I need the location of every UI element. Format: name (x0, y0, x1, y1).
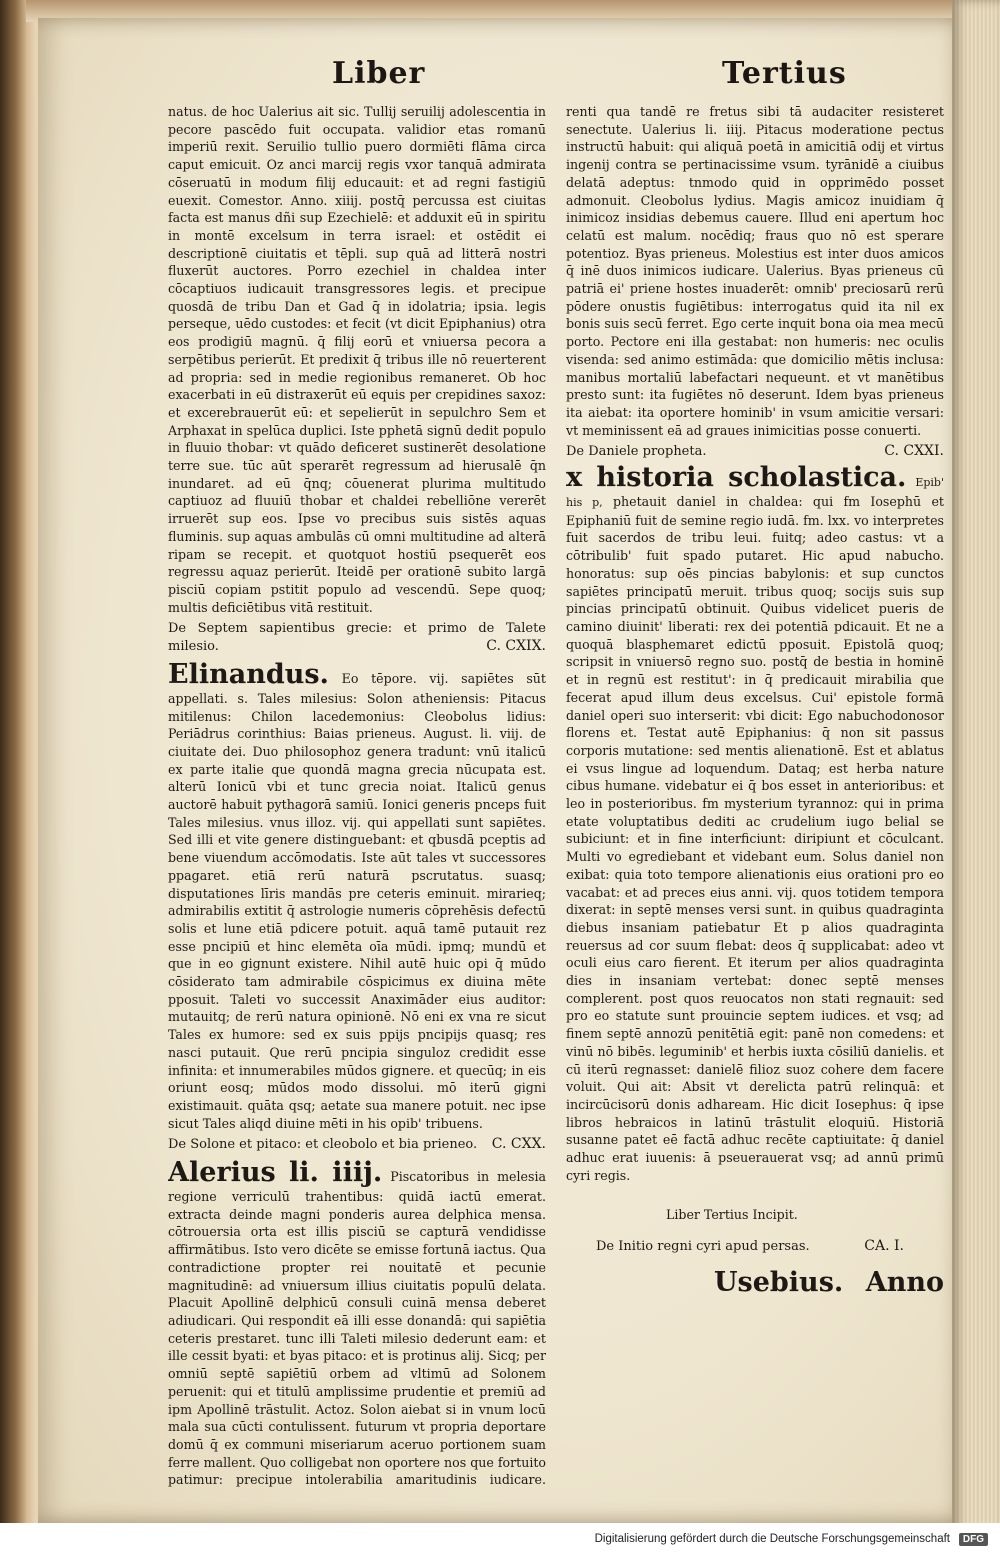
right-paragraph-3-wrap (566, 1268, 944, 1293)
left-heading-1: De Septem sapientibus grecie: et primo de Talete milesio. (168, 621, 546, 655)
left-heading-1-row (168, 620, 546, 655)
left-heading-2-row (168, 1136, 546, 1154)
binding-gutter (0, 0, 26, 1553)
right-paragraph-2-wrap (566, 463, 944, 1184)
left-initial-1: Elinandus. (168, 658, 329, 690)
right-paragraph-2: phetauit daniel in chaldea: qui fm Iosephū et Epiphaniū fuit de semine regio iudā. fm. lxx. vo interpretes fuit sacerdos de tribu leui. fuitq; adeo castus: vt a cōtribulib' fuit spado putaret. Hic apud nabucho. honoratus: sup oēs pincias babylonis: et sup cunctos sapiētes principatū meruit. tribus quoq; socijs suis sup pincias principatū obtinuit. Quibus videlicet pueris de camino diuinit' liberati: rex dei potentiā pdicauit. Et ne a quoquā blasphemaret edictū pposuit. Epistolā quoq; scripsit in vniuersō regno suo. postq̄ de bestia in hominē et in regnū est restitut': in q̄ predicauit mirabilia que fecerat apud illum deus excelsus. Cui' epistole formā daniel operi suo interserit: vbi dicit: Ego nabuchodonosor florens et. Testat autē Epiphanius: q̄ non sit passus corporis mutatione: sed mentis alienationē. Est et ablatus ei vsus lingue ad loquendum. Dataq; est herba nature cibus humane. videbatur ei q̄ bos esset in anterioribus: et leo in posterioribus. fm mysterium tyrannoz: qui in prima etate voluptatibus dediti ac crudelium iugo belial se subiciunt: et in fine interficiunt: diripiunt et cōculcant. Multi vo egrediebant et videbant eum. Solus daniel non exibat: quia toto tempore alienationis eius orationi pro eo vacabat: et ad preces eius anni. vij. quos totidem tempora dixerat: in septē menses versi sunt. in quibus quadraginta diebus insaniam patiebatur Et p alios quadraginta reuersus ad cor suum flebat: deos q̄ supplicabat: adeo vt oculi eius caro fierent. Et iterum per alios quadraginta dies in insaniam vertebat: donec septē menses complerent. post quos reuocatos non stati regnauit: sed pro eo statute sunt prouincie septem iudices. et vsq; ad finem septē annozū penitētiā egit: panē non comedens: et vinū nō bibēs. leguminib' et herbis iuxta cōsiliū danielis. et cū iterū regnasset: danielē filioz suoz cohere dem facere voluit. Qui ait: Absit vt derelicta patrū relinquā: et incircūcisorū donis adhaream. Hic dicit Iosephus: q̄ ipse libros hebraicos in latinū trāstulit eloquiū. Historiā susanne patet eē factā adhuc recēte captiuitate: q̄ daniel adhuc erat iuuenis: ā pseuerauerat vsq; ad annū primū cyri regis. (566, 494, 944, 1183)
left-initial-2: Alerius li. iiij. (168, 1157, 383, 1189)
left-paragraph-1: natus. de hoc Ualerius ait sic. Tullij seruilij adolescentia in pecore pascēdo fuit occupata. validior etas romanū imperiū rexit. Seruilio tullio puero dormiēti flāma circa caput emicuit. Oz anci marcij regis vxor tanquā admirata cōseruatū in modum filij educauit: et ad regni fastigiū euexit. Comestor. Anno. xiiij. postq̄ percussa est ciuitas facta est manus dñi sup Ezechielē: et adduxit eū in spiritu in montē excelsum in terra israel: et ostēdit ei descriptionē ciuitatis et tēpli. sup quā ad litterā nostri fluxerūt auctores. Porro ezechiel in chaldea inter cōcaptiuos iudicauit transgressores legis. et precipue quosdā de tribu Dan et Gad q̄ in idolatria; ipsia. legis perseque, uēdo custodes: et fecit (vt dicit Epiphanius) otra eos prodigiū magnū. q̄ filij eorū et vniuersa pecora a serpētibus perierūt. Et predixit q̄ tribus ille nō reuerterent ad propria: sed in medie regionibus remaneret. Ob hoc exacerbati in eū distraxerūt eū equis per crepidines saxoz: et excerebrauerūt eū: et sepelierūt in sepulchro Sem et Arphaxat in spelūca duplici. Iste pphetā signū dedit populo in fluuio thobar: vt quādo deficeret sustinerēt desolatione terre sue. tūc aūt sperarēt regressum ad hierusalē q̄n inundaret. ad eū q̄nq; cōuenerat plurima multitudo captiuoz ad fluuiū thobar et chaldei rebelliōne vererēt irruerēt sup eos. Ipse vo precibus suis sistēs aquas fluminis. sup aquas ambulās cū omni multitudine ad alterā ripam se recepit. et quotquot hostiū psequerēt eos regressu aquaz perierūt. Iteidē per orationē subito largā pisciū copiam pstitit populo ad vescendū. Sepe quoq; multis deficiētibus vitā restituit. (168, 104, 546, 615)
right-heading-2-row (566, 1238, 944, 1256)
left-paragraph-3-wrap (168, 1158, 546, 1488)
running-head-left: Liber (332, 56, 426, 91)
right-column (566, 103, 944, 1293)
right-chapter-1: C. CXXI. (884, 443, 944, 460)
right-initial-1: x historia scholastica. (566, 462, 907, 494)
right-book-heading: Liber Tertius Incipit. (666, 1207, 798, 1223)
right-initial-note: Epib' his p, (566, 476, 944, 510)
footer-credit: Digitalisierung gefördert durch die Deutsche Forschungsgemeinschaft (594, 1533, 950, 1545)
left-heading-2: De Solone et pitaco: et cleobolo et bia prieneo. (168, 1137, 478, 1153)
right-heading-1: De Daniele propheta. (566, 444, 707, 460)
left-paragraph-2-wrap (168, 660, 546, 1133)
right-paragraph-1: renti qua tandē re fretus sibi tā audaciter resisteret senectute. Ualerius li. iiij. Pitacus moderatione pectus instructū habuit: qui aliquā poetā in amicitiā odij et virtus ingenij contra se pertinacissime vsum. tyrānidē a ciuibus delatā adeptus: tnmodo quid in opprimēdo posset admonuit. Cleobolus lydius. Magis amicoz inuidiam q̄ inimicoz insidias debemus cauere. Illud eni apertum hoc celatū est malum. nocēdiq; fraus quo nō est sperare potentioz. Byas prieneus. Molestius est inter duos amicos q̄ inē duos inimicos iudicare. Ualerius. Byas prieneus cū patriā ei' priene hostes inuaderēt: omnib' preciosarū rerū pōdere onustis fugiētibus: interrogatus quid ita nil ex bonis suis secū ferret. Ego certe inquit bona oia mea mecū porto. Pectore eni illa gestabat: non humeris: nec oculis visenda: sed animo estimāda: que domicilio mētis inclusa: manibus mortaliū labefactari nequeunt. et vt manētibus presto sunt: ita fugiētes nō deserunt. Idem byas prieneus ita aiebat: ita oportere hominib' in vsum amicitie versari: vt meminissent eā ad graues inimicitias posse conuerti. (566, 104, 944, 438)
left-paragraph-3: Piscatoribus in melesia regione verriculū trahentibus: quidā iactū emerat. extracta deinde magni ponderis aurea delphica mensa. cōtrouersia orta est illis pisciū se capturā vendidisse affirmātibus. Isto vero dicēte se emisse fortunā iactus. Qua contradictione propter rei nouitatē et pecunie magnitudinē: ad vniuersum illius ciuitatis populū delata. Placuit Apollinē delphicū consuli cuinā mensa deberet adiudicari. Qui respondit eā illi esse donandā: qui sapiētia ceteris prestaret. tunc illi Taleti milesio dederunt eam: et ille cessit byati: et byas pitaco: et is protinus alij. Sicq; per omniū septē sapiētiū orbem ad vltimū ad Solonem peruenit: qui et titulū amplissime prudentie et premiū ad ipm Apollinē trāstulit. Actoz. Solon aiebat si in vnum locū mala sua cūcti contulissent. futurum vt propria deportare domū q̄ ex communi miseriarum aceruo portionem suam ferre mallent. Quo colligebat non oportere nos que fortuito patimur: precipue intolerabilia amaritudinis iudicare. (168, 1169, 546, 1488)
left-column (168, 103, 546, 1488)
dfg-logo: DFG (959, 1533, 988, 1546)
right-heading-2: De Initio regni cyri apud persas. (596, 1239, 810, 1255)
right-heading-1-row (566, 443, 944, 461)
facing-page-edge (952, 0, 1000, 1553)
right-initial-2: Usebius. Anno (714, 1266, 944, 1293)
right-chapter-2: CA. I. (864, 1238, 904, 1255)
left-paragraph-2: Eo tēpore. vij. sapiētes sūt appellati. s. Tales milesius: Solon atheniensis: Pitacus mitilenus: Chilon lacedemonius: Cleobolus lidius: Periādrus corinthius: Baias prieneus. August. li. viij. de ciuitate dei. Duo philosophoz genera tradunt: vnū italicū ex parte italie que quondā magna grecia nūcupata est. alterū Ionicū vbi et tunc grecia noiat. Italicū genus auctorē habuit pythagorā samiū. Ionici generis pnceps fuit Tales milesius. vnus illoz. vij. qui appellati sunt sapiētes. Sed illi et vite genere distinguebant: et qbusdā pceptis ad bene viuendum accōmodatis. Iste aūt tales vt successores ppagaret. etiā rerū naturā pscrutatus. suasq; disputationes līris mandās pre ceteris eminuit. mirarieq; admirabilis extitit q̄ astrologie numeris cōprehēsis defectū solis et lune etiā pdicere potuit. aquā tamē putauit rez esse pncipiū et hinc elemēta oīa mūdi. ipmq; mundū et que in eo gignunt existere. Nihil autē huic opi q̄ mūdo cōsiderato tam admirabile cōspicimus ex diuina mēte pposuit. Taleti vo successit Anaximāder eius auditor: mutauitq; de rerū natura opinionē. Nō eni ex vna re sicut Tales ex humore: sed ex suis ppijs pncipijs quasq; res nasci putauit. Que rerū pncipia singuloz credidit esse infinita: et innumerabiles mūdos gignere. et quecūq; in eis oriunt eosq; mūdos modo dissolui. mō iterū gigni existimauit. quāta qsq; aetate sua manere potuit. nec ipse sicut Tales aliqd diuine mēti in his opib' tribuens. (168, 670, 546, 1131)
left-chapter-2: C. CXX. (491, 1136, 546, 1153)
running-head-right: Tertius (722, 56, 847, 91)
left-chapter-1: C. CXIX. (486, 638, 546, 655)
